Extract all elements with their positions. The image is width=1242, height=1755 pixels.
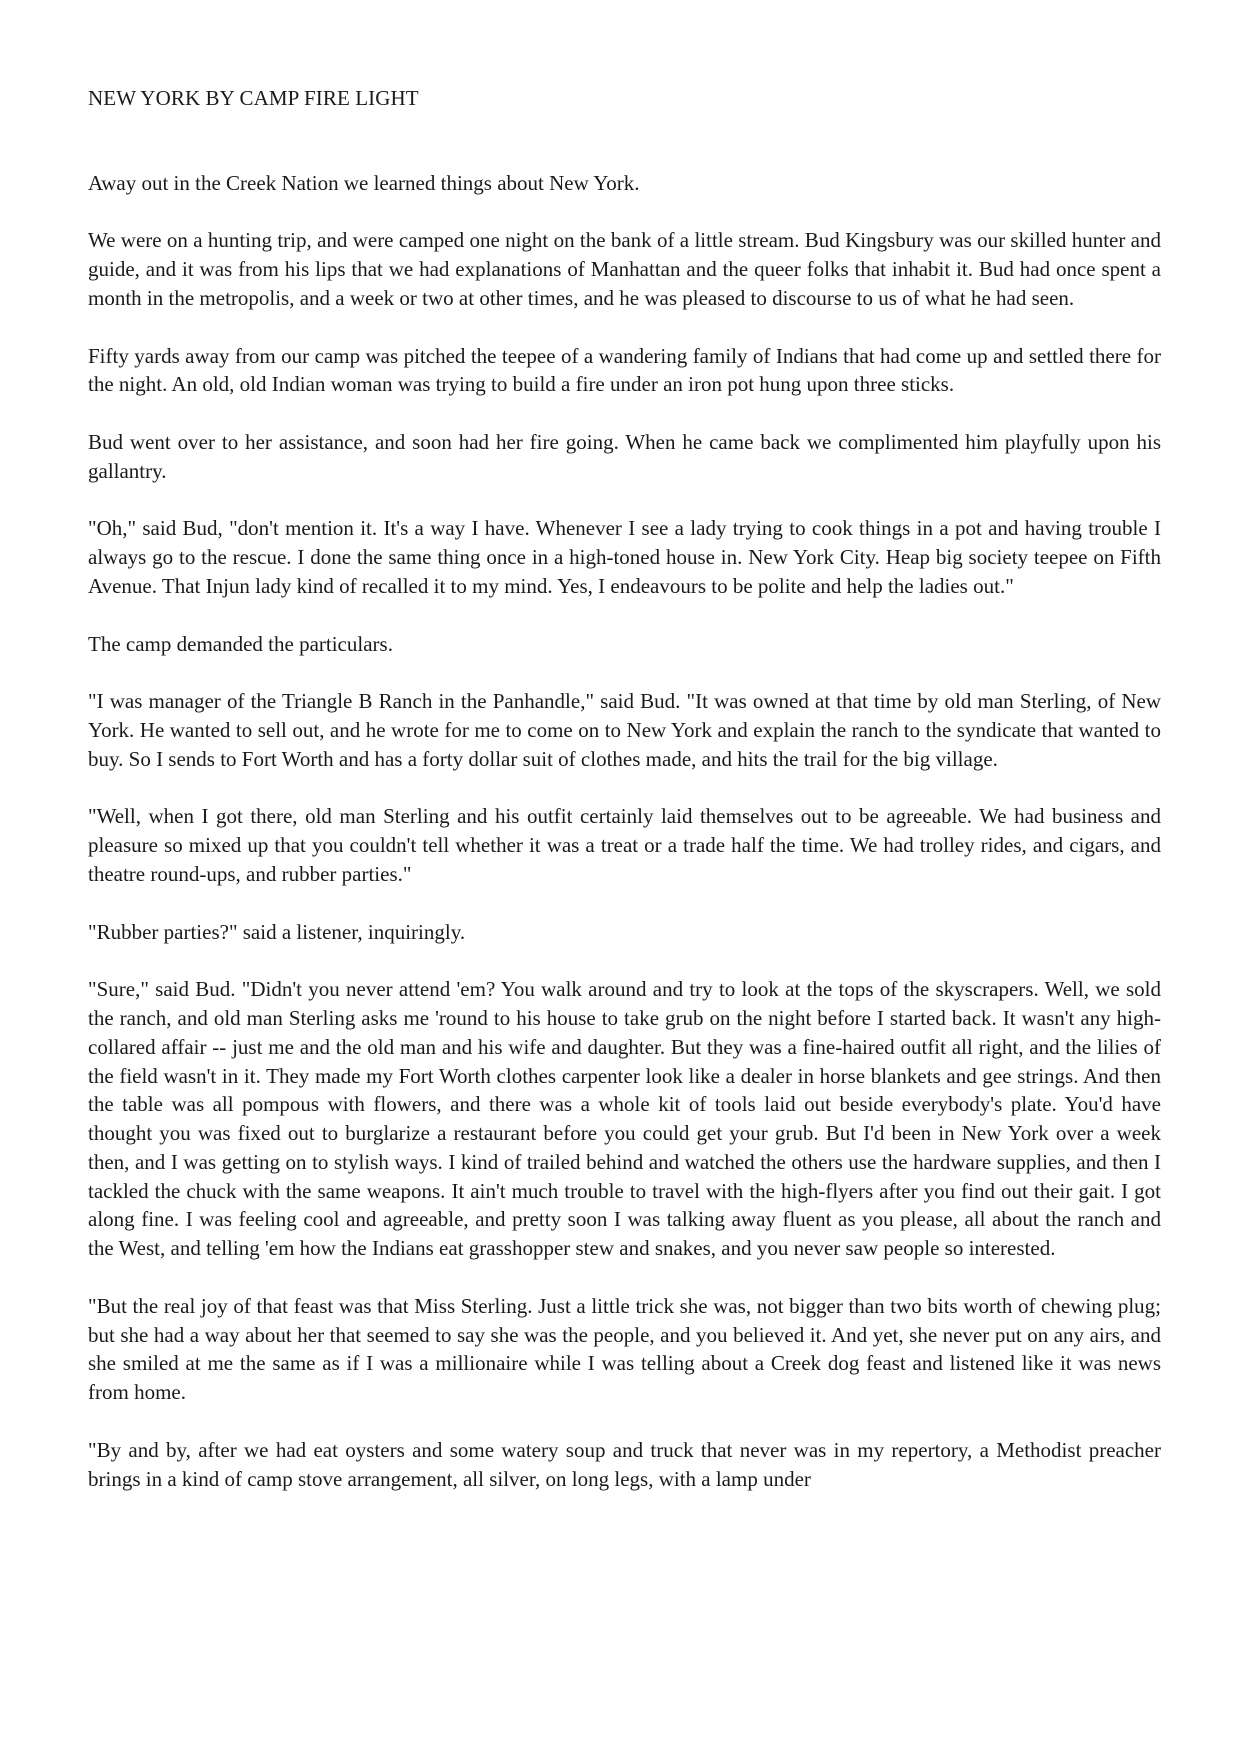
document-page — [88, 84, 1161, 1493]
paragraph-12: "By and by, after we had eat oysters and some watery soup and truck that never was in my repertory, a Methodist preacher brings in a kind of camp stove arrangement, all silver, on long legs, with a lamp under — [88, 1437, 1161, 1491]
paragraph-9: "Rubber parties?" said a listener, inquiringly. — [88, 919, 466, 944]
paragraph-6: The camp demanded the particulars. — [88, 631, 393, 656]
paragraph-8: "Well, when I got there, old man Sterling and his outfit certainly laid themselves out to be agreeable. We had business and pleasure so mixed up that you couldn't tell whether it was a treat or a trade half the time. We had trolley rides, and cigars, and theatre round-ups, and rubber parties." — [88, 804, 1161, 886]
document-body — [88, 169, 1161, 1494]
document-title: NEW YORK BY CAMP FIRE LIGHT — [88, 86, 419, 110]
paragraph-10: "Sure," said Bud. "Didn't you never attend 'em? You walk around and try to look at the tops of the skyscrapers. Well, we sold the ranch, and old man Sterling asks me 'round to his house to take grub on the night before I started back. It wasn't any high-collared affair -- just me and the old man and his wife and daughter. But they was a fine-haired outfit all right, and the lilies of the field wasn't in it. They made my Fort Worth clothes carpenter look like a dealer in horse blankets and gee strings. And then the table was all pompous with flowers, and there was a whole kit of tools laid out beside everybody's plate. You'd have thought you was fixed out to burglarize a restaurant before you could get your grub. But I'd been in New York over a week then, and I was getting on to stylish ways. I kind of trailed behind and watched the others use the hardware supplies, and then I tackled the chuck with the same weapons. It ain't much trouble to travel with the high-flyers after you find out their gait. I got along fine. I was feeling cool and agreeable, and pretty soon I was talking away fluent as you please, all about the ranch and the West, and telling 'em how the Indians eat grasshopper stew and snakes, and you never saw people so interested. — [88, 977, 1161, 1261]
paragraph-3: Fifty yards away from our camp was pitched the teepee of a wandering family of Indians that had come up and settled there for the night. An old, old Indian woman was trying to build a fire under an iron pot hung upon three sticks. — [88, 343, 1161, 397]
paragraph-1: Away out in the Creek Nation we learned things about New York. — [88, 170, 640, 195]
paragraph-2: We were on a hunting trip, and were camped one night on the bank of a little stream. Bud Kingsbury was our skilled hunter and guide, and it was from his lips that we had explanations of Manhattan and the queer folks that inhabit it. Bud had once spent a month in the metropolis, and a week or two at other times, and he was pleased to discourse to us of what he had seen. — [88, 228, 1161, 310]
paragraph-11: "But the real joy of that feast was that Miss Sterling. Just a little trick she was, not bigger than two bits worth of chewing plug; but she had a way about her that seemed to say she was the people, and you believed it. And yet, she never put on any airs, and she smiled at me the same as if I was a millionaire while I was telling about a Creek dog feast and listened like it was news from home. — [88, 1293, 1161, 1405]
paragraph-4: Bud went over to her assistance, and soon had her fire going. When he came back we complimented him playfully upon his gallantry. — [88, 429, 1161, 483]
paragraph-5: "Oh," said Bud, "don't mention it. It's a way I have. Whenever I see a lady trying to cook things in a pot and having trouble I always go to the rescue. I done the same thing once in a high-toned house in. New York City. Heap big society teepee on Fifth Avenue. That Injun lady kind of recalled it to my mind. Yes, I endeavours to be polite and help the ladies out." — [88, 516, 1161, 598]
paragraph-7: "I was manager of the Triangle B Ranch in the Panhandle," said Bud. "It was owned at that time by old man Sterling, of New York. He wanted to sell out, and he wrote for me to come on to New York and explain the ranch to the syndicate that wanted to buy. So I sends to Fort Worth and has a forty dollar suit of clothes made, and hits the trail for the big village. — [88, 689, 1161, 771]
